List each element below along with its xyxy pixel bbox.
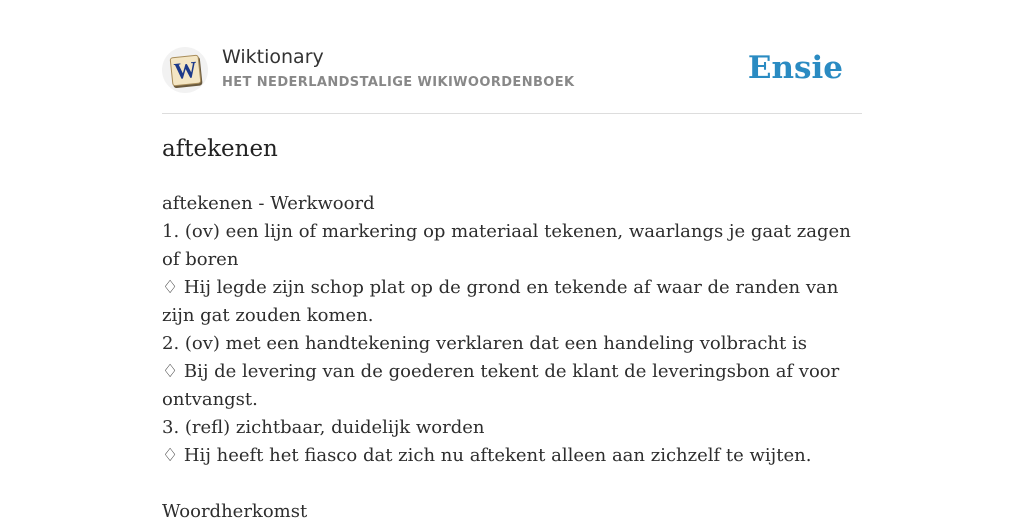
wiktionary-logo[interactable] xyxy=(162,47,208,93)
page-title: aftekenen xyxy=(162,136,278,162)
example-2: ♢ Bij de levering van de goederen tekent de klant de leveringsbon af voor ontvangst. xyxy=(162,361,840,410)
section-heading-etymology: Woordherkomst xyxy=(162,501,308,522)
header xyxy=(162,0,862,114)
definition-2: 2. (ov) met een handtekening verklaren dat een handeling volbracht is xyxy=(162,333,807,354)
definition-3: 3. (refl) zichtbaar, duidelijk worden xyxy=(162,417,485,438)
wiktionary-w-icon: W xyxy=(170,55,202,87)
definition-1: 1. (ov) een lijn of markering op materiaal tekenen, waarlangs je gaat zagen of boren xyxy=(162,221,851,270)
page xyxy=(162,0,862,522)
spacer xyxy=(162,470,867,498)
example-1: ♢ Hij legde zijn schop plat op de grond en tekende af waar de randen van zijn gat zouden komen. xyxy=(162,277,839,326)
site-name[interactable]: Wiktionary xyxy=(222,46,324,68)
example-3: ♢ Hij heeft het fiasco dat zich nu aftekent alleen aan zichzelf te wijten. xyxy=(162,445,812,466)
entry-content xyxy=(162,190,867,526)
site-tagline: HET NEDERLANDSTALIGE WIKIWOORDENBOEK xyxy=(222,75,575,90)
ensie-link[interactable]: Ensie xyxy=(747,50,843,86)
entry-headword: aftekenen - Werkwoord xyxy=(162,193,375,214)
